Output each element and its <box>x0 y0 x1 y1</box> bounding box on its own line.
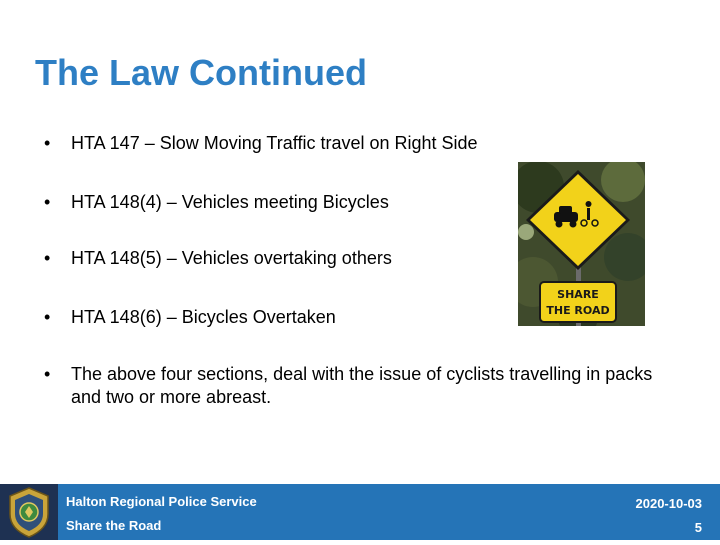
bullet-text: The above four sections, deal with the issue of cyclists travelling in packs and two or more abreast. <box>71 364 653 407</box>
footer-date: 2020-10-03 <box>635 496 702 511</box>
bullet-text: HTA 148(6) – Bicycles Overtaken <box>71 307 336 327</box>
bullet-text: HTA 148(5) – Vehicles overtaking others <box>71 248 392 268</box>
police-badge-icon <box>0 484 58 540</box>
bullet-text: HTA 147 – Slow Moving Traffic travel on Right Side <box>71 133 478 153</box>
bullet-dot: • <box>44 133 51 153</box>
footer-page-number: 5 <box>694 520 702 535</box>
bullet-dot: • <box>44 364 51 384</box>
share-the-road-sign-photo <box>518 162 645 326</box>
bullet-item <box>44 363 664 409</box>
police-badge-logo <box>0 484 58 540</box>
footer-subtitle: Share the Road <box>66 518 162 533</box>
footer-organization: Halton Regional Police Service <box>66 494 257 509</box>
sign-text-share: SHARE <box>557 288 599 301</box>
sign-photo-illustration <box>518 162 645 326</box>
bullet-text: HTA 148(4) – Vehicles meeting Bicycles <box>71 192 389 212</box>
sign-text-the-road: THE ROAD <box>546 304 610 317</box>
slide-title: The Law Continued <box>35 52 367 93</box>
bullet-item <box>44 132 664 155</box>
bullet-dot: • <box>44 307 51 327</box>
bullet-dot: • <box>44 248 51 268</box>
footer-bar <box>0 484 720 540</box>
bullet-dot: • <box>44 192 51 212</box>
